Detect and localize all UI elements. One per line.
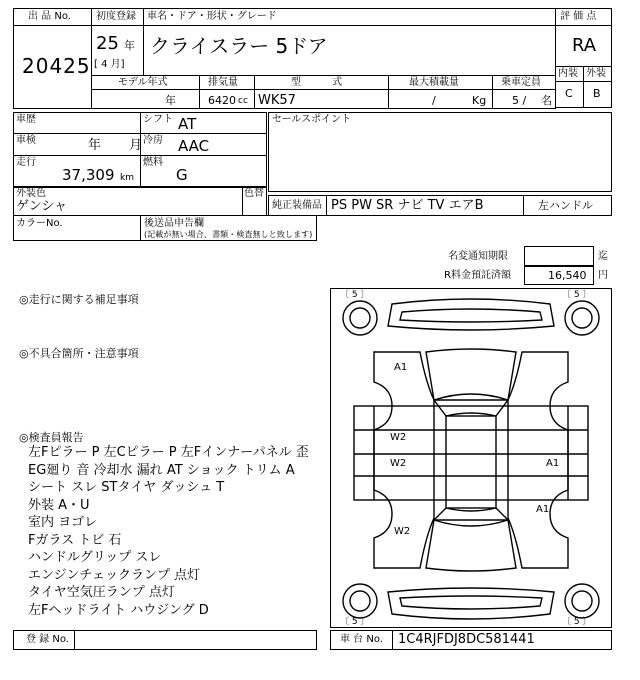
hood (426, 349, 516, 400)
reg-no-label: 登 録 No. (26, 634, 69, 645)
exterior-grade: B (593, 87, 601, 100)
door-panels (354, 406, 588, 500)
lot-number: 20425 (22, 54, 91, 78)
mark-a1-right-door: A1 (546, 458, 560, 469)
name-change-unit: 迄 (598, 251, 608, 262)
rating-label: 評 価 点 (560, 11, 597, 22)
color-value: ゲンシャ (16, 199, 68, 214)
equipment-label: 純正装備品 (272, 200, 322, 211)
lot-number-label: 出 品 No. (28, 11, 71, 22)
inspector-line: EG廻り 音 冷却水 漏れ AT ショック トリム A (28, 462, 295, 478)
car-diagram (330, 288, 612, 628)
mark-w2-left-lower: W2 (390, 458, 407, 469)
displacement-value: 6420 (208, 94, 236, 107)
model-year-unit: 年 (165, 94, 176, 107)
exterior-label: 外装 (586, 68, 606, 79)
model-year-label: モデル年式 (118, 77, 168, 88)
first-reg-year-unit: 年 (124, 39, 135, 52)
tire-front-left (343, 301, 377, 335)
tire-label-fl: 〔 5 〕 (340, 290, 370, 300)
vin-label: 車 台 No. (340, 634, 383, 645)
defects-title: ◎不具合箇所・注意事項 (19, 347, 139, 360)
inspector-line: 外装 A・U (28, 497, 90, 513)
first-reg-year: 25 (96, 33, 119, 54)
steering-value: 左ハンドル (538, 199, 593, 212)
inspector-line: ハンドルグリップ スレ (28, 550, 162, 565)
mileage-label: 走行 (16, 157, 36, 168)
color-label: 外装色 (16, 188, 46, 199)
inspector-line: 左Fピラー P 左Cピラー P 左Fインナーパネル 歪 (28, 445, 309, 460)
mark-w2-left-upper: W2 (390, 432, 407, 443)
inspector-title: ◎検査員報告 (19, 431, 84, 444)
max-load-unit: Kg (472, 94, 487, 107)
shift-value: AT (178, 115, 197, 133)
name-change-label: 名変通知期限 (448, 251, 508, 262)
type-value: WK57 (258, 93, 296, 108)
inspector-line: タイヤ空気圧ランプ 点灯 (28, 585, 175, 600)
mark-a1-rear-right: A1 (536, 504, 550, 515)
color-change-label: 色替 (244, 188, 264, 199)
capacity-unit: 名 (541, 94, 552, 107)
recycle-value: 16,540 (548, 269, 587, 282)
rear-bumper (388, 588, 554, 619)
tire-label-rl: 〔 5 〕 (340, 617, 370, 627)
displacement-unit: cc (238, 96, 248, 106)
inspection-label: 車検 (16, 135, 36, 146)
aftermarket-note: (記載が無い場合、書類・検査無しと致します) (144, 230, 313, 240)
tire-rear-left (343, 584, 377, 618)
color-no-label: カラーNo. (16, 218, 63, 229)
vehicle-label: 車名・ドア・形状・グレード (147, 11, 277, 22)
inspector-line: エンジンチェックランプ 点灯 (28, 567, 201, 583)
tire-label-fr: 〔 5 〕 (562, 290, 592, 300)
fuel-label: 燃料 (143, 157, 163, 168)
name-change-box (524, 246, 594, 266)
mileage-unit: km (120, 173, 134, 183)
aftermarket-label: 後送品申告欄 (144, 218, 204, 229)
inspection-value: 年 月 (88, 138, 143, 153)
sales-point-label: セールスポイント (272, 114, 352, 125)
mark-a1-front-left: A1 (394, 362, 408, 373)
capacity-label: 乗車定員 (501, 77, 541, 88)
ac-label: 冷房 (143, 135, 163, 146)
inspector-line: 室内 ヨゴレ (28, 515, 98, 530)
ac-value: AAC (178, 137, 210, 155)
windshield (434, 394, 508, 416)
type-label: 型 式 (291, 77, 343, 88)
tire-label-rr: 〔 5 〕 (562, 617, 592, 627)
first-reg-month: [ 4 月] (94, 59, 125, 70)
recycle-label: R料金預託済額 (444, 270, 511, 281)
tire-front-right (565, 301, 599, 335)
capacity-value: 5 / (512, 94, 527, 107)
interior-grade: C (565, 87, 573, 100)
inspector-line: シート スレ STタイヤ ダッシュ T (28, 480, 225, 495)
vin-value: 1C4RJFDJ8DC581441 (398, 632, 535, 647)
interior-label: 内装 (558, 68, 578, 79)
front-bumper (388, 299, 554, 330)
driving-notes-title: ◎走行に関する補足事項 (19, 293, 139, 306)
tire-rear-right (565, 584, 599, 618)
rear-window (434, 508, 508, 526)
shift-label: シフト (143, 114, 173, 125)
rating-value: RA (572, 35, 597, 56)
trunk (426, 520, 516, 571)
fuel-value: G (176, 166, 188, 184)
max-load-label: 最大積載量 (409, 77, 459, 88)
mileage-value: 37,309 (62, 166, 115, 184)
mark-w2-rear-left: W2 (394, 526, 411, 537)
history-label: 車歴 (16, 114, 36, 125)
inspector-line: 左Fヘッドライト ハウジング D (28, 602, 209, 618)
max-load-slash: / (432, 94, 436, 107)
equipment-value: PS PW SR ナビ TV エアB (331, 198, 484, 213)
vehicle-name: クライスラー 5ドア (150, 34, 328, 58)
recycle-unit: 円 (598, 270, 608, 281)
inspector-line: Fガラス トビ 石 (28, 532, 122, 548)
first-reg-label: 初度登録 (96, 11, 136, 22)
displacement-label: 排気量 (208, 77, 238, 88)
